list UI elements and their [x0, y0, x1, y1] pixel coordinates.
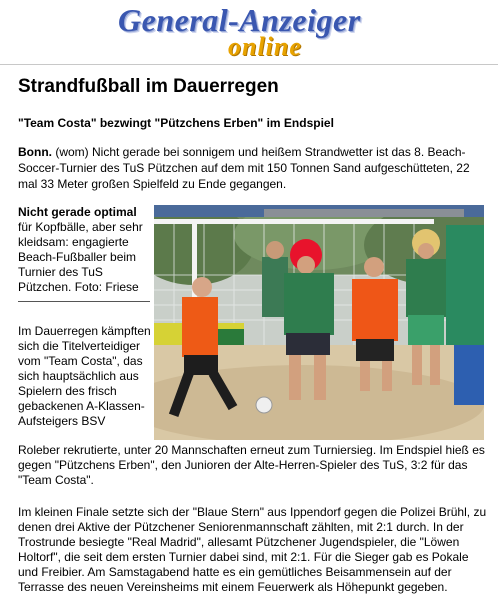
article-body-side: Im Dauerregen kämpften sich die Titelverteidiger vom "Team Costa", das sich hauptsächlich aus Spielern des frisch gebackenen A-Klassen-Aufsteigers BSV: [18, 324, 151, 428]
masthead: [0, 0, 498, 65]
article-body-continued: Roleber rekrutierte, unter 20 Mannschaften erneut zum Turniersieg. Im Endspiel hieß es gegen "Pützchens Erben", den Junioren der Alte-Herren-Spieler des TuS, 3:2 für das "Team Costa".: [18, 443, 485, 487]
caption-text: für Kopfbälle, aber sehr kleidsam: engagierte Beach-Fußballer beim Turnier des TuS Pützchen. Foto: Friese: [18, 220, 143, 294]
caption-title: Nicht gerade optimal: [18, 205, 137, 219]
article-body-final: Im kleinen Finale setzte sich der "Blaue Stern" aus Ippendorf gegen die Polizei Brühl, zu denen drei Aktive der Pützchener Seniorenmannschaft zählten, mit 2:1 durch. In der Trostrunde besiegte "Real Madrid", allesamt Pützchener Jugendspieler, die "Löwen Holtorf", die seit dem ersten Turnier dabei sind, mit 2:1. Für die Sieger gab es Pokale und Freibier. Am Samstagabend hatte es ein gemütliches Beisammensein auf der Terrasse des neuen Vereinsheims mit einem Feuerwerk als Höhepunkt gegeben.: [18, 505, 487, 594]
article-lead: [18, 144, 488, 192]
beach-soccer-photo: [154, 205, 484, 440]
photo-caption: [18, 205, 152, 295]
lead-text: (wom) Nicht gerade bei sonnigem und heißem Strandwetter ist das 8. Beach-Soccer-Turnier des TuS Pützchen auf dem mit 150 Tonnen Sand aufgeschütteten, 22 mal 33 Meter großen Spielfeld zu Ende gegangen.: [18, 145, 470, 191]
article-headline: Strandfußball im Dauerregen: [18, 76, 279, 97]
article-photo: [154, 205, 484, 440]
caption-divider: [18, 301, 150, 302]
dateline: Bonn.: [18, 145, 52, 159]
site-logo[interactable]: General-Anzeiger: [118, 2, 361, 38]
site-logo-online: online: [228, 32, 302, 61]
article-subhead: "Team Costa" bezwingt "Pützchens Erben" im Endspiel: [18, 116, 334, 130]
